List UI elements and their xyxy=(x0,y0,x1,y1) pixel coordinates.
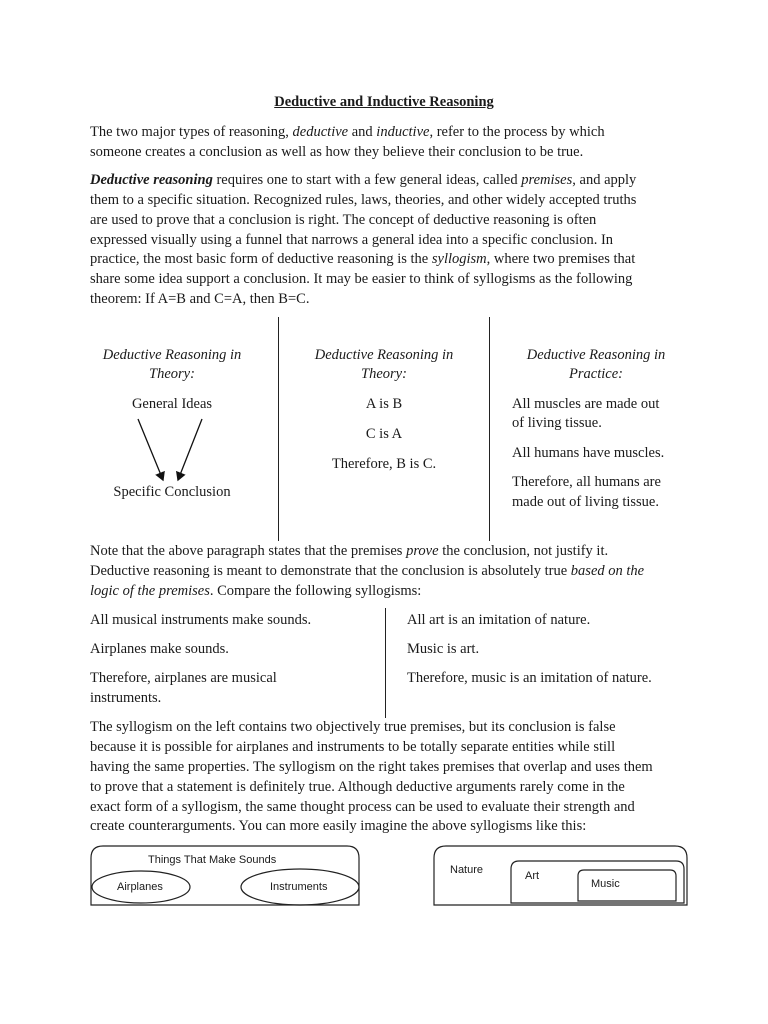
sounds-label: Things That Make Sounds xyxy=(148,854,277,866)
text-segment: theorem: If A=B and C=A, then B=C. xyxy=(90,291,310,307)
text-segment: practice, the most basic form of deductive reasoning is the xyxy=(90,251,432,267)
text-segment: , and apply xyxy=(572,172,637,188)
page-title: Deductive and Inductive Reasoning xyxy=(274,94,494,110)
col2-line: A is B xyxy=(365,396,403,412)
emphasis-text: Deductive reasoning xyxy=(90,172,213,188)
text-segment: Note that the above paragraph states that the premises xyxy=(90,543,407,559)
text-segment: Deductive reasoning is meant to demonstrate that the conclusion is absolutely true xyxy=(90,563,571,579)
text-segment: create counterarguments. You can more easily imagine the above syllogisms like this: xyxy=(90,818,587,834)
col1-heading: Deductive Reasoning in xyxy=(102,347,242,363)
col3-heading: Deductive Reasoning in xyxy=(526,347,666,363)
general-ideas: General Ideas xyxy=(131,396,213,412)
syllogism-left-line: All musical instruments make sounds. xyxy=(90,612,312,628)
text-segment: the conclusion, not justify it. xyxy=(438,543,609,559)
emphasis-text: logic of the premises xyxy=(90,583,210,599)
art-label: Art xyxy=(525,870,540,882)
col3-line: made out of living tissue. xyxy=(512,494,659,510)
col2-line: Therefore, B is C. xyxy=(331,456,437,472)
syllogism-right-line: Music is art. xyxy=(407,641,480,657)
syllogism-left-line: instruments. xyxy=(90,690,162,706)
col3-line: Therefore, all humans are xyxy=(512,474,661,490)
airplanes-label: Airplanes xyxy=(117,881,163,893)
col1-heading: Theory: xyxy=(149,366,195,382)
emphasis-text: prove xyxy=(406,543,439,559)
text-segment: someone creates a conclusion as well as how they believe their conclusion to be true. xyxy=(90,144,584,160)
text-segment: , refer to the process by which xyxy=(429,124,605,140)
text-segment: and xyxy=(348,124,377,140)
instruments-label: Instruments xyxy=(270,881,328,893)
text-segment: The two major types of reasoning, xyxy=(90,124,293,140)
col2-heading: Deductive Reasoning in xyxy=(314,347,454,363)
col3-heading: Practice: xyxy=(569,366,623,382)
text-segment: having the same properties. The syllogism on the right takes premises that overlap and uses them xyxy=(90,759,653,775)
nature-label: Nature xyxy=(450,864,484,876)
emphasis-text: deductive xyxy=(292,124,349,140)
col2-heading: Theory: xyxy=(361,366,407,382)
music-label: Music xyxy=(591,878,620,890)
text-segment: them to a specific situation. Recognized rules, laws, theories, and other widely accepted truths xyxy=(90,192,637,208)
syllogism-right-line: Therefore, music is an imitation of nature. xyxy=(407,670,652,686)
specific-conclusion: Specific Conclusion xyxy=(113,484,231,500)
text-segment: , where two premises that xyxy=(486,251,636,267)
emphasis-text: based on the xyxy=(570,563,645,579)
col3-line: of living tissue. xyxy=(512,415,602,431)
col3-line: All humans have muscles. xyxy=(512,445,665,461)
syllogism-left-line: Therefore, airplanes are musical xyxy=(90,670,277,686)
col3-line: All muscles are made out xyxy=(512,396,660,412)
text-segment: because it is possible for airplanes and instruments to be totally separate entities while still xyxy=(90,739,616,755)
emphasis-text: inductive xyxy=(376,124,430,140)
text-segment: to prove that a statement is definitely true. Although deductive arguments rarely come in the xyxy=(90,779,625,795)
col2-line: C is A xyxy=(365,426,403,442)
syllogism-left-line: Airplanes make sounds. xyxy=(90,641,229,657)
emphasis-text: syllogism xyxy=(431,251,487,267)
syllogism-right-line: All art is an imitation of nature. xyxy=(407,612,591,628)
emphasis-text: premises xyxy=(521,172,573,188)
text-segment: exact form of a syllogism, the same thought process can be used to evaluate their strength and xyxy=(90,799,635,815)
text-segment: are used to prove that a conclusion is right. The concept of deductive reasoning is often xyxy=(90,212,597,228)
text-segment: share some idea support a conclusion. It may be easier to think of syllogisms as the following xyxy=(90,271,633,287)
text-segment: expressed visually using a funnel that narrows a general idea into a specific conclusion. In xyxy=(90,232,614,248)
text-segment: . Compare the following syllogisms: xyxy=(209,583,422,599)
text-segment: requires one to start with a few general ideas, called xyxy=(212,172,522,188)
text-segment: The syllogism on the left contains two objectively true premises, but its conclusion is false xyxy=(90,719,616,735)
